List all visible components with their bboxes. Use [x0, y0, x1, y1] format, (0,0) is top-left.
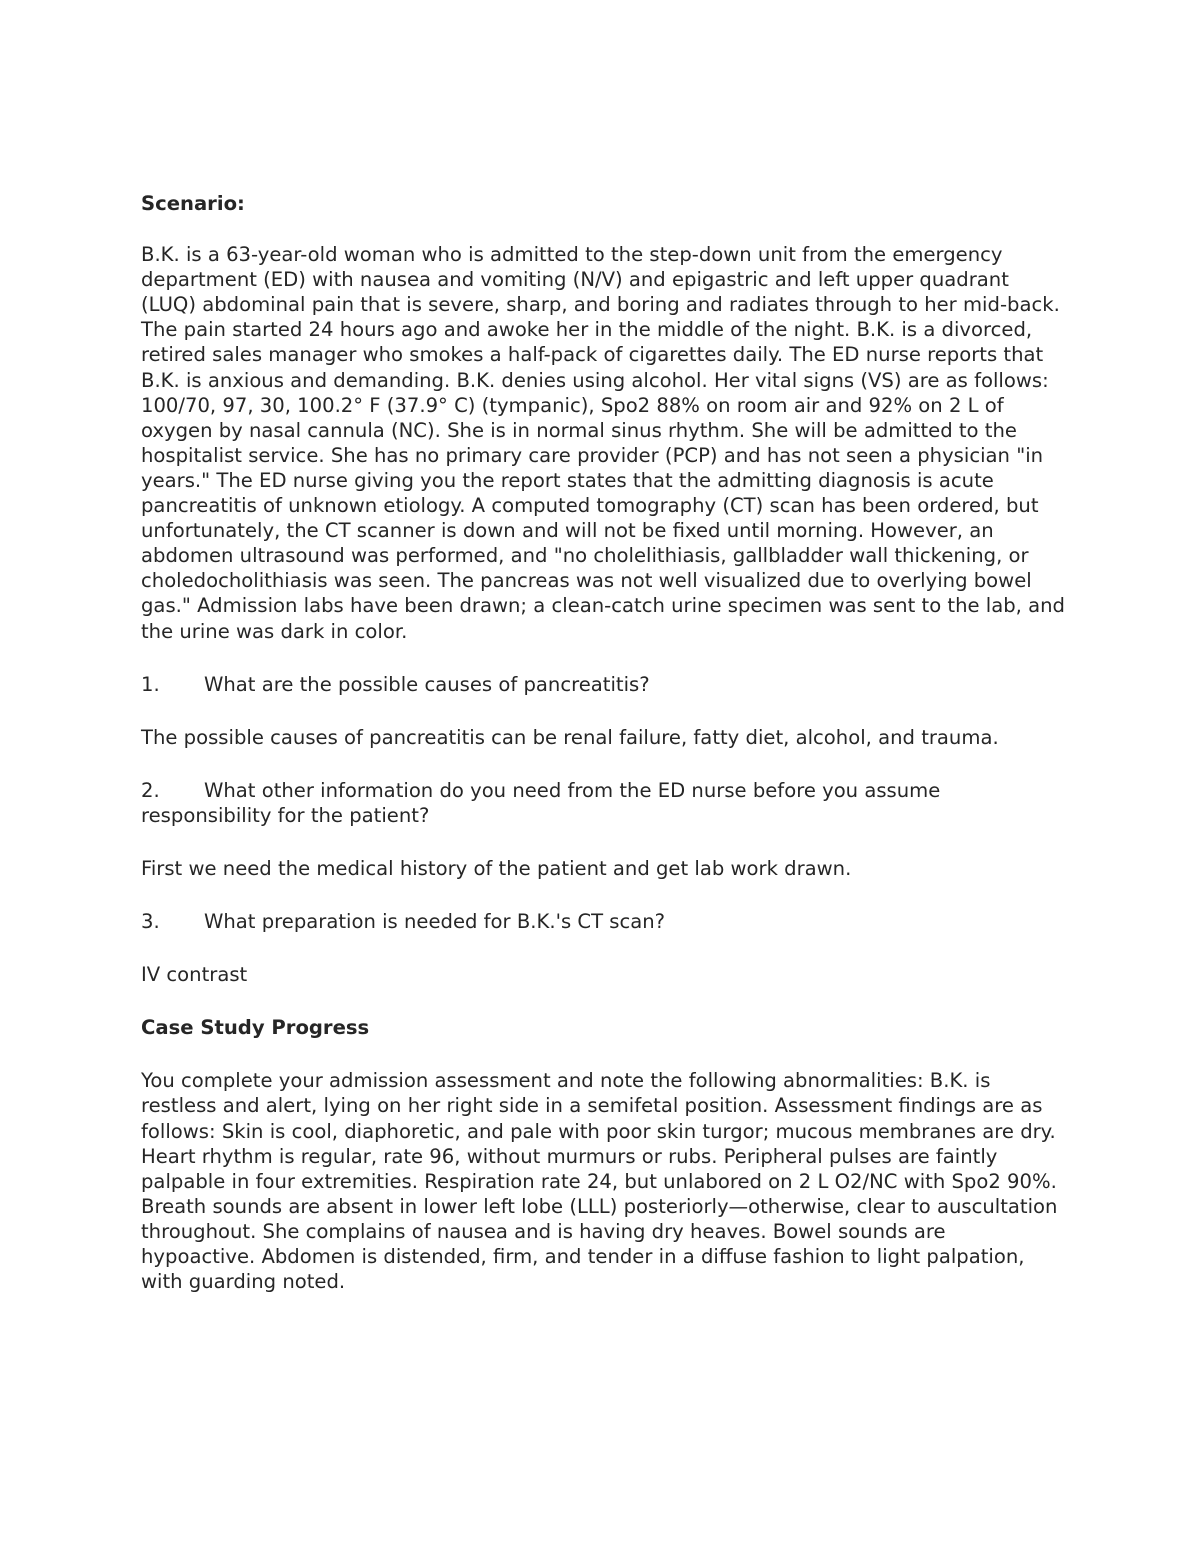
question-1 [141, 672, 1066, 697]
progress-heading: Case Study Progress [141, 1016, 370, 1040]
question-number: 1. [141, 672, 160, 696]
answer-3: IV contrast [141, 963, 248, 987]
answer-2: First we need the medical history of the patient and get lab work drawn. [141, 856, 852, 880]
progress-paragraph: You complete your admission assessment and note the following abnormalities: B.K. is restless and alert, lying on her right side in a semifetal position. Assessment findings are as follows: Skin is cool, diaphoretic, and pale with poor skin turgor; mucous membranes are dry. Heart rhythm is regular, rate 96, without murmurs or rubs. Peripheral pulses are faintly palpable in four extremities. Respiration rate 24, but unlabored on 2 L O2/NC with Spo2 90%. Breath sounds are absent in lower left lobe (LLL) posteriorly—otherwise, clear to auscultation throughout. She complains of nausea and is having dry heaves. Bowel sounds are hypoactive. Abdomen is distended, firm, and tender in a diffuse fashion to light palpation, with guarding noted. [141, 1069, 1058, 1294]
answer-1: The possible causes of pancreatitis can be renal failure, fatty diet, alcohol, and trauma. [141, 725, 999, 749]
scenario-paragraph: B.K. is a 63-year-old woman who is admitted to the step-down unit from the emergency department (ED) with nausea and vomiting (N/V) and epigastric and left upper quadrant (LUQ) abdominal pain that is severe, sharp, and boring and radiates through to her mid-back. The pain started 24 hours ago and awoke her in the middle of the night. B.K. is a divorced, retired sales manager who smokes a half-pack of cigarettes daily. The ED nurse reports that B.K. is anxious and demanding. B.K. denies using alcohol. Her vital signs (VS) are as follows: 100/70, 97, 30, 100.2° F (37.9° C) (tympanic), Spo2 88% on room air and 92% on 2 L of oxygen by nasal cannula (NC). She is in normal sinus rhythm. She will be admitted to the hospitalist service. She has no primary care provider (PCP) and has not seen a physician "in years." The ED nurse giving you the report states that the admitting diagnosis is acute pancreatitis of unknown etiology. A computed tomography (CT) scan has been ordered, but unfortunately, the CT scanner is down and will not be fixed until morning. However, an abdomen ultrasound was performed, and "no cholelithiasis, gallbladder wall thickening, or choledocholithiasis was seen. The pancreas was not well visualized due to overlying bowel gas." Admission labs have been drawn; a clean-catch urine specimen was sent to the lab, and the urine was dark in color. [141, 243, 1065, 643]
question-text: What other information do you need from the ED nurse before you assume [204, 778, 941, 802]
question-3 [141, 909, 1066, 934]
question-text: What preparation is needed for B.K.'s CT scan? [204, 910, 666, 934]
question-number: 3. [141, 910, 160, 934]
document-page [141, 191, 1066, 1294]
question-number: 2. [141, 778, 160, 802]
scenario-heading: Scenario: [141, 192, 245, 215]
question-text-continued: responsibility for the patient? [141, 803, 430, 827]
question-text: What are the possible causes of pancreatitis? [204, 672, 650, 696]
question-2 [141, 778, 1066, 828]
